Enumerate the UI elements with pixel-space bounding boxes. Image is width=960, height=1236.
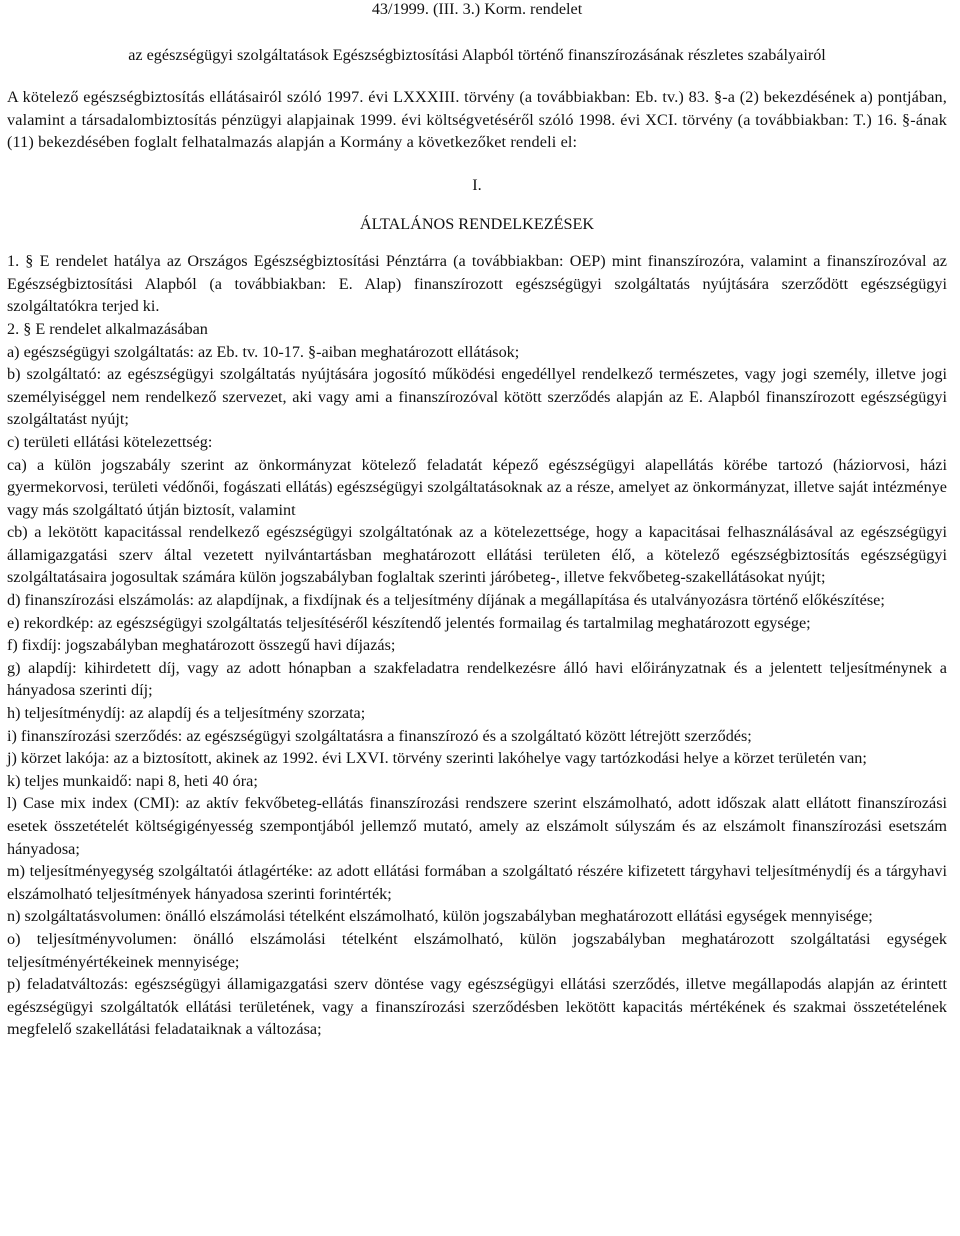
definition-k: k) teljes munkaidő: napi 8, heti 40 óra; [7, 771, 258, 790]
definition-g: g) alapdíj: kihirdetett díj, vagy az adott hónapban a szakfeladatra rendelkezésre álló havi előirányzatnak és a jelentett teljesítménynek a hányadosa szerinti díj; [7, 658, 947, 700]
definition-p: p) feladatváltozás: egészségügyi államigazgatási szerv döntése vagy egészségügyi ellátási szerződés, illetve megállapodás alapján az érintett egészségügyi szolgáltatók ellátási területének, vagy a finanszírozási szerződésben lekötött kapacitás mértékének és szakmai összetételének megfelelő szakellátási feladataiknak a változása; [7, 975, 947, 1039]
definition-l: l) Case mix index (CMI): az aktív fekvőbeteg-ellátás finanszírozási rendszere szerint elszámolható, adott időszak alatt ellátott finanszírozási esetek összetételét költségigényesség szempontjából jellemző mutató, amely az elszámolt súlyszám és az elszámolt finanszírozási esetszám hányadosa; [7, 794, 947, 858]
definition-ca: ca) a külön jogszabály szerint az önkormányzat kötelező feladatát képező egészségügyi alapellátás körébe tartozó (háziorvosi, házi gyermekorvosi, területi védőnői, fogászati ellátás) egészségügyi szolgáltatásoknak az a része, amelyet az önkormányzat, illetve saját intézménye vagy más szolgáltató útján biztosít, valamint [7, 455, 947, 519]
definition-o: o) teljesítményvolumen: önálló elszámolási tételként elszámolható, külön jogszabályban meghatározott szolgáltatási egységek teljesítményértékeinek mennyisége; [7, 929, 947, 971]
section-number: I. [472, 175, 482, 194]
definition-b: b) szolgáltató: az egészségügyi szolgáltatás nyújtására jogosító működési engedéllyel rendelkező természetes, vagy jogi személy, illetve jogi személyiséggel nem rendelkező szervezet, aki vagy ami a finanszírozóval kötött szerződés alapján az E. Alapból finanszírozott egészségügyi szolgáltatást nyújt; [7, 365, 947, 429]
section-body [7, 250, 947, 1041]
definition-f: f) fixdíj: jogszabályban meghatározott összegű havi díjazás; [7, 636, 396, 655]
definition-m: m) teljesítményegység szolgáltatói átlagértéke: az adott ellátási formában a szolgáltató részére kifizetett tárgyhavi teljesítménydíj és a tárgyhavi elszámolható teljesítmények hányadosa szerinti forintérték; [7, 862, 947, 903]
document-subtitle: az egészségügyi szolgáltatások Egészségbiztosítási Alapból történő finanszírozásának részletes szabályairól [128, 45, 826, 64]
definition-cb: cb) a lekötött kapacitással rendelkező egészségügyi szolgáltatónak az a kötelezettsége, hogy a kapacitásai felhasználásával az egészségügyi államigazgatási szerv által vezetett nyilvántartásban meghatározott ellátási területen élő, a kötelező egészségbiztosítás egészségügyi szolgáltatásaira jogosultak számára külön jogszabályban foglaltak szerinti járóbeteg-, illetve fekvőbeteg-szakellátásokat nyújt; [7, 523, 947, 587]
document-title: 43/1999. (III. 3.) Korm. rendelet [371, 0, 583, 18]
definition-a: a) egészségügyi szolgáltatás: az Eb. tv. 10-17. §-aiban meghatározott ellátások; [7, 342, 520, 361]
definition-d: d) finanszírozási elszámolás: az alapdíjnak, a fixdíjnak és a teljesítmény díjának a megállapítása és utalványozásra történő előkészítése; [7, 591, 885, 610]
definition-i: i) finanszírozási szerződés: az egészségügyi szolgáltatásra a finanszírozó és a szolgáltató között létrejött szerződés; [7, 726, 752, 745]
definition-c: c) területi ellátási kötelezettség: [7, 432, 213, 451]
preamble: A kötelező egészségbiztosítás ellátásairól szóló 1997. évi LXXXIII. törvény (a továbbiakban: Eb. tv.) 83. §-a (2) bekezdésének a) pontjában, valamint a társadalombiztosítás pénzügyi alapjainak 1999. évi költségvetéséről szóló 1998. évi XCI. törvény (a továbbiakban: T.) 16. §-ának (11) bekezdésében foglalt felhatalmazás alapján a Kormány a következőket rendeli el: [7, 88, 947, 152]
definition-h: h) teljesítménydíj: az alapdíj és a teljesítmény szorzata; [7, 704, 366, 723]
definition-n: n) szolgáltatásvolumen: önálló elszámolási tételként elszámolható, külön jogszabályban meghatározott ellátási egységek mennyisége; [7, 907, 873, 926]
definition-e: e) rekordkép: az egészségügyi szolgáltatás teljesítéséről készítendő jelentés formailag és tartalmilag meghatározott egysége; [7, 613, 811, 632]
definition-j: j) körzet lakója: az a biztosított, akinek az 1992. évi LXVI. törvény szerinti lakóhelye vagy tartózkodási helye a körzet területén van; [7, 749, 867, 768]
section-title: ÁLTALÁNOS RENDELKEZÉSEK [359, 214, 595, 233]
paragraph-2-heading: 2. § E rendelet alkalmazásában [7, 319, 208, 338]
paragraph-1: 1. § E rendelet hatálya az Országos Egészségbiztosítási Pénztárra (a továbbiakban: OEP) mint finanszírozóra, valamint a finanszírozóval az Egészségbiztosítási Alapból (a továbbiakban: E. Alap) finanszírozott egészségügyi szolgáltatás nyújtására szerződött egészségügyi szolgáltatókra terjed ki. [7, 252, 947, 316]
